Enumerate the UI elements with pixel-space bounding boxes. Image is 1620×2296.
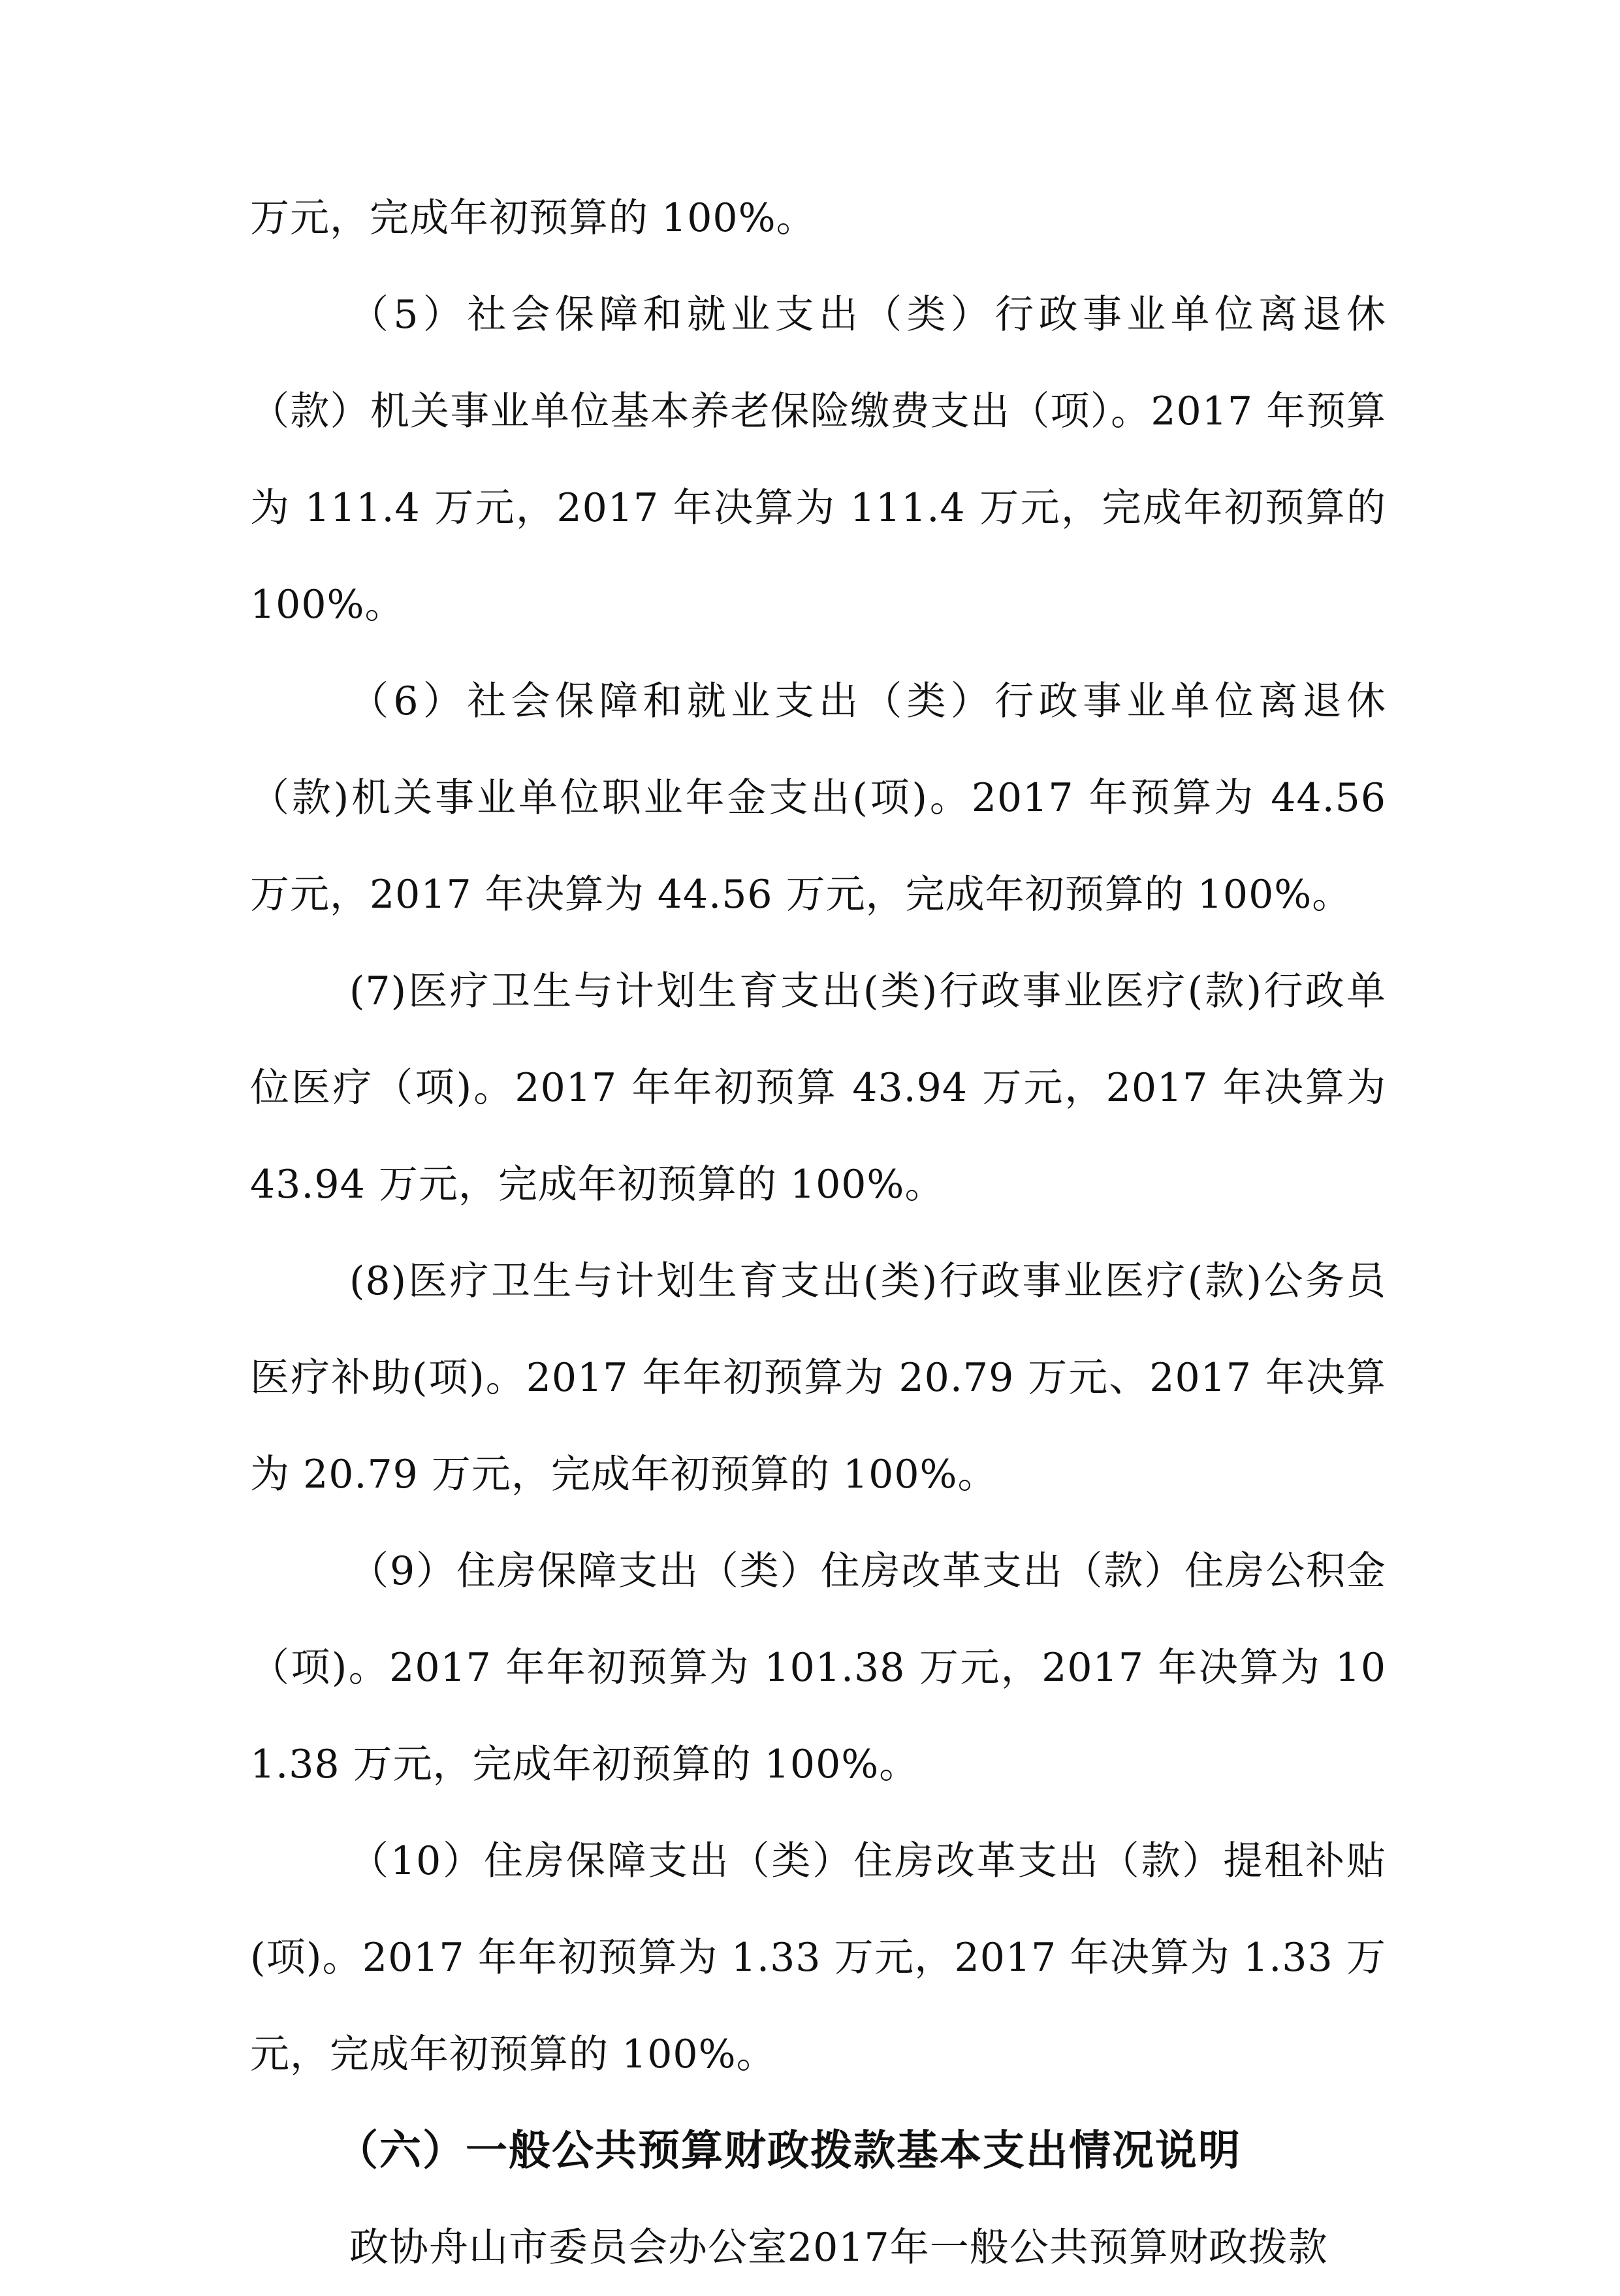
paragraph-item-7: (7)医疗卫生与计划生育支出(类)行政事业医疗(款)行政单位医疗（项)。2017 年年初预算 43.94 万元，2017 年决算为 43.94 万元，完成年初预算的 100%。: [250, 968, 1386, 1207]
paragraph-item-8: (8)医疗卫生与计划生育支出(类)行政事业医疗(款)公务员医疗补助(项)。2017 年年初预算为 20.79 万元、2017 年决算为 20.79 万元，完成年初预算的 100%。: [250, 1258, 1386, 1497]
paragraph-item-10: （10）住房保障支出（类）住房改革支出（款）提租补贴(项)。2017 年年初预算为 1.33 万元，2017 年决算为 1.33 万元，完成年初预算的 100%。: [250, 1838, 1386, 2077]
section-heading: （六）一般公共预算财政拨款基本支出情况说明: [336, 2127, 1241, 2175]
paragraph-item-6: （6）社会保障和就业支出（类）行政事业单位离退休（款)机关事业单位职业年金支出(项)。2017 年预算为 44.56 万元，2017 年决算为 44.56 万元，完成年初预算的 100%。: [250, 678, 1386, 917]
paragraph-section-intro: 政协舟山市委员会办公室2017年一般公共预算财政拨款: [349, 2225, 1328, 2271]
paragraph-continuation: 万元，完成年初预算的 100%。: [250, 195, 816, 241]
paragraph-item-9: （9）住房保障支出（类）住房改革支出（款）住房公积金（项)。2017 年年初预算为 101.38 万元，2017 年决算为 101.38 万元，完成年初预算的 100%。: [250, 1548, 1386, 1787]
paragraph-item-5: （5）社会保障和就业支出（类）行政事业单位离退休（款）机关事业单位基本养老保险缴费支出（项）。2017 年预算为 111.4 万元，2017 年决算为 111.4 万元，完成年初预算的 100%。: [250, 292, 1386, 628]
document-page: [250, 170, 1386, 2296]
